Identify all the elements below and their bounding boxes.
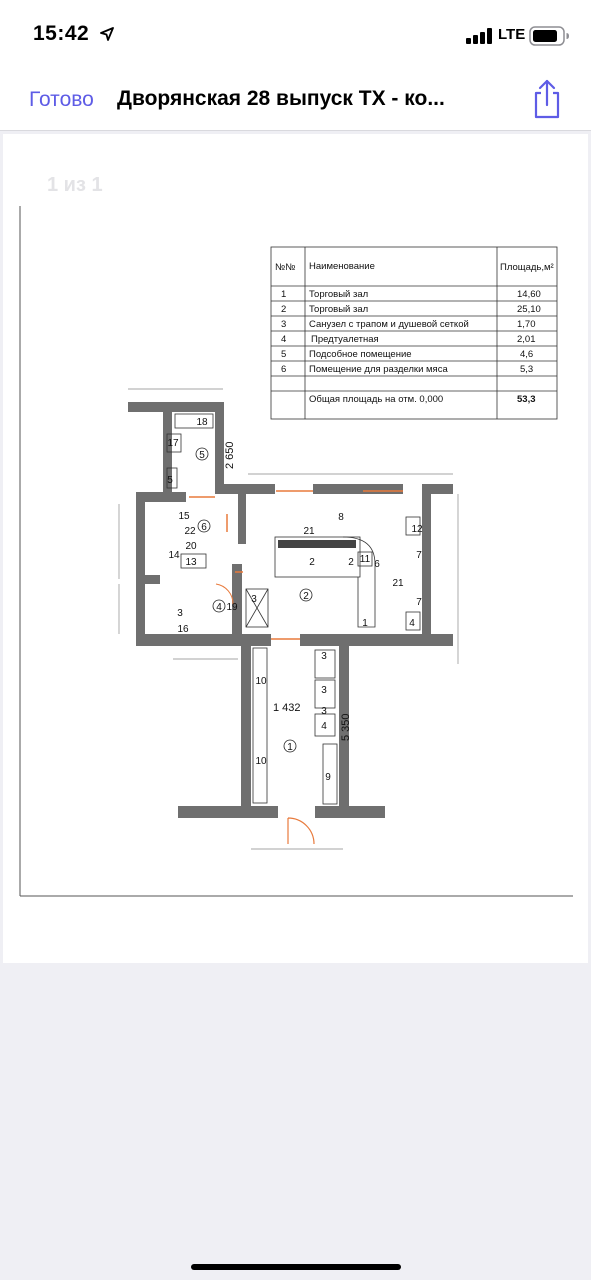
equipment-label-4a: 4 xyxy=(409,618,415,629)
equipment-label-1: 1 xyxy=(362,618,368,629)
room-marker-2: 2 xyxy=(303,591,309,602)
table-row-4-name: Предтуалетная xyxy=(311,334,379,345)
page-indicator: 1 из 1 xyxy=(47,174,103,196)
equipment-label-10b: 10 xyxy=(255,756,267,767)
document-page[interactable] xyxy=(3,134,588,963)
table-total-value: 53,3 xyxy=(517,394,536,405)
network-type: LTE xyxy=(498,26,526,43)
table-row-5-num: 5 xyxy=(281,349,287,360)
room-marker-4: 4 xyxy=(216,602,222,613)
equipment-label-8: 8 xyxy=(338,512,344,523)
navigation-bar xyxy=(0,70,591,131)
dimension-2650: 2 650 xyxy=(224,441,236,469)
equipment-label-4b: 4 xyxy=(321,721,327,732)
equipment-label-19: 19 xyxy=(226,602,238,613)
share-icon[interactable] xyxy=(530,79,564,119)
table-row-6-area: 5,3 xyxy=(520,364,534,375)
table-total-label: Общая площадь на отм. 0,000 xyxy=(309,394,444,405)
table-header-num: №№ xyxy=(275,262,296,273)
done-button[interactable]: Готово xyxy=(29,88,94,111)
equipment-label-7a: 7 xyxy=(416,550,422,561)
equipment-label-14: 14 xyxy=(168,550,180,561)
equipment-label-12: 12 xyxy=(411,524,423,535)
equipment-label-21b: 21 xyxy=(392,578,404,589)
equipment-label-16: 16 xyxy=(177,624,189,635)
location-arrow-icon xyxy=(100,27,114,41)
equipment-label-7b: 7 xyxy=(416,597,422,608)
empty-scroll-area xyxy=(0,964,591,1280)
equipment-label-3e: 3 xyxy=(321,706,327,717)
table-row-2-area: 25,10 xyxy=(517,304,541,315)
table-header-area: Площадь,м² xyxy=(500,262,554,273)
equipment-label-6: 6 xyxy=(374,559,380,570)
table-row-1-area: 14,60 xyxy=(517,289,541,300)
table-row-5-name: Подсобное помещение xyxy=(309,349,412,360)
table-header-name: Наименование xyxy=(309,261,375,272)
status-time: 15:42 xyxy=(33,22,90,45)
battery-icon xyxy=(529,26,571,46)
equipment-label-15: 15 xyxy=(178,511,190,522)
room-marker-5: 5 xyxy=(199,450,205,461)
table-row-2-num: 2 xyxy=(281,304,287,315)
equipment-label-5: 5 xyxy=(167,475,173,486)
equipment-label-3d: 3 xyxy=(321,685,327,696)
floor-plan-drawing xyxy=(3,134,588,963)
room-marker-1: 1 xyxy=(287,742,293,753)
table-row-2-name: Торговый зал xyxy=(309,304,369,315)
table-row-6-num: 6 xyxy=(281,364,287,375)
status-bar xyxy=(0,0,591,70)
table-row-3-name: Санузел с трапом и душевой сеткой xyxy=(309,319,469,330)
table-row-1-name: Торговый зал xyxy=(309,289,369,300)
equipment-label-11: 11 xyxy=(359,554,371,565)
equipment-label-10a: 10 xyxy=(255,676,267,687)
equipment-label-3a: 3 xyxy=(177,608,183,619)
dimension-5350: 5 350 xyxy=(340,713,352,741)
equipment-label-9: 9 xyxy=(325,772,331,783)
table-row-5-area: 4,6 xyxy=(520,349,534,360)
equipment-label-2b: 2 xyxy=(348,557,354,568)
room-marker-6: 6 xyxy=(201,522,207,533)
home-indicator[interactable] xyxy=(191,1264,401,1270)
equipment-label-3c: 3 xyxy=(321,651,327,662)
dimension-1432: 1 432 xyxy=(273,702,301,714)
table-row-1-num: 1 xyxy=(281,289,287,300)
document-viewer[interactable] xyxy=(0,131,591,964)
equipment-label-21a: 21 xyxy=(303,526,315,537)
equipment-label-22: 22 xyxy=(184,526,196,537)
table-row-3-area: 1,70 xyxy=(517,319,536,330)
table-row-4-num: 4 xyxy=(281,334,287,345)
table-row-6-name: Помещение для разделки мяса xyxy=(309,364,448,375)
equipment-label-18: 18 xyxy=(196,417,208,428)
document-title: Дворянская 28 выпуск ТХ - ко... xyxy=(117,87,445,110)
equipment-label-17: 17 xyxy=(167,438,179,449)
equipment-label-3b: 3 xyxy=(251,594,257,605)
equipment-label-2a: 2 xyxy=(309,557,315,568)
table-row-4-area: 2,01 xyxy=(517,334,536,345)
equipment-label-13: 13 xyxy=(185,557,197,568)
equipment-label-20: 20 xyxy=(185,541,197,552)
table-row-3-num: 3 xyxy=(281,319,287,330)
signal-icon xyxy=(466,28,494,44)
